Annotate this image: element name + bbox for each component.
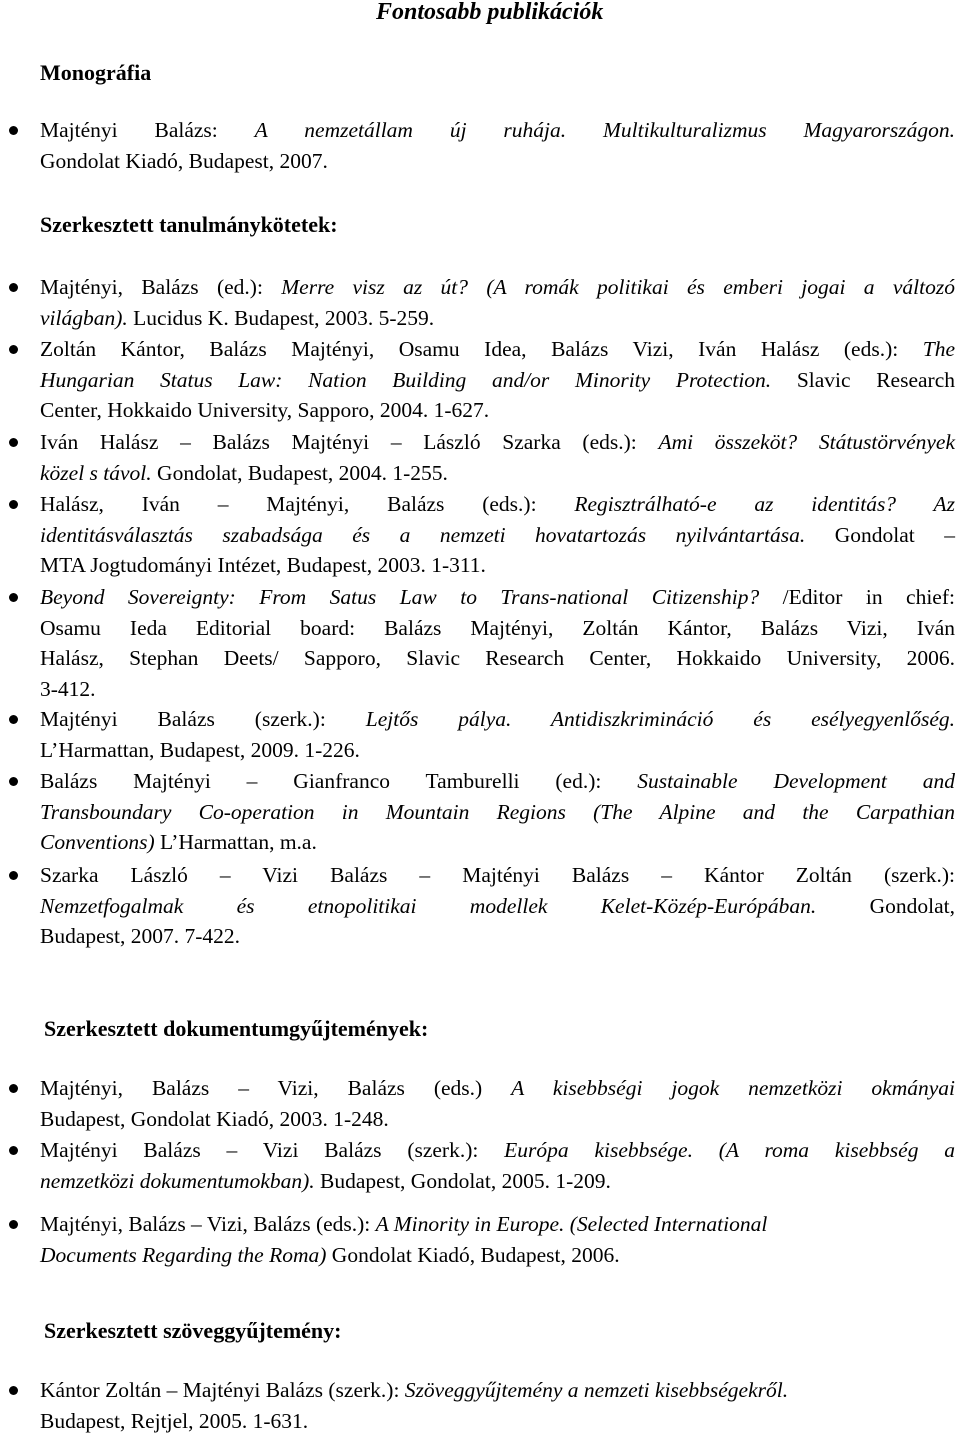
plain-text: Majtényi Balázs – Vizi Balázs (szerk.): [40, 1138, 505, 1162]
italic-title-text: Transboundary Co-operation in Mountain Regions (The Alpine and the Carpathian [40, 799, 955, 824]
italic-title-text: identitásválasztás szabadsága és a nemzeti hovatartozás nyilvántartása. [40, 522, 806, 547]
text-line [40, 1166, 955, 1196]
section-heading: Szerkesztett szöveggyűjtemény: [44, 1318, 342, 1343]
text-line [40, 115, 955, 145]
text-line [40, 395, 955, 425]
text-line [40, 1073, 955, 1103]
plain-text: Center, Hokkaido University, Sapporo, 2004. 1-627. [40, 398, 490, 422]
italic-title-text: The [922, 337, 955, 361]
text-line [40, 520, 955, 550]
text-line [40, 735, 955, 765]
italic-title-text: Sustainable Development and [637, 769, 955, 793]
plain-text: Szarka László – Vizi Balázs – Majtényi Balázs – Kántor Zoltán (szerk.): [40, 863, 955, 887]
italic-title-text: Szöveggyűjtemény a nemzeti kisebbségekről. [404, 1378, 789, 1402]
plain-text: Halász, Iván – Majtényi, Balázs (eds.): [40, 492, 575, 516]
italic-title-text: Európa kisebbsége. (A roma kisebbség a [504, 1138, 955, 1162]
text-line [40, 1209, 955, 1239]
section-heading: Monográfia [40, 60, 152, 85]
text-line [40, 334, 955, 364]
bullet-icon [9, 345, 18, 354]
italic-title-text: Regisztrálható-e az identitás? Az [574, 492, 955, 516]
plain-text: Kántor Zoltán – Majtényi Balázs (szerk.): [40, 1378, 405, 1402]
text-line [40, 860, 955, 890]
plain-text: Majtényi Balázs: [40, 118, 255, 142]
text-line [40, 458, 955, 488]
plain-text: Budapest, Rejtjel, 2005. 1-631. [40, 1408, 309, 1433]
text-line [40, 704, 955, 734]
plain-text: Halász, Stephan Deets/ Sapporo, Slavic Research Center, Hokkaido University, 2006. [40, 646, 955, 670]
text-line [40, 427, 955, 457]
plain-text: Majtényi, Balázs – Vizi, Balázs (eds.) [40, 1076, 512, 1100]
plain-text: 3-412. [40, 676, 96, 701]
italic-title-text: A Minority in Europe. (Selected International [375, 1212, 768, 1236]
plain-text: MTA Jogtudományi Intézet, Budapest, 2003. 1-311. [40, 553, 486, 577]
italic-title-text: A nemzetállam új ruhája. Multikulturalizmus Magyarországon. [254, 118, 956, 142]
plain-text: Gondolat Kiadó, Budapest, 2006. [326, 1242, 620, 1267]
text-line [40, 489, 955, 519]
italic-title-text: Lejtős pálya. Antidiszkrimináció és esélyegyenlőség. [365, 707, 955, 731]
plain-text: Budapest, 2007. 7-422. [40, 924, 241, 948]
bullet-icon [9, 871, 18, 880]
plain-text: Slavic Research [771, 367, 955, 392]
bullet-icon [9, 593, 18, 602]
text-line [40, 613, 955, 643]
plain-text: Majtényi, Balázs – Vizi, Balázs (eds.): [40, 1212, 376, 1236]
bullet-icon [9, 1386, 18, 1395]
italic-title-text: közel s távol. [40, 460, 152, 485]
plain-text: Lucidus K. Budapest, 2003. 5-259. [127, 305, 435, 330]
plain-text: Zoltán Kántor, Balázs Majtényi, Osamu Idea, Balázs Vizi, Iván Halász (eds.): [40, 337, 923, 361]
bullet-icon [9, 715, 18, 724]
text-line [40, 1104, 955, 1134]
bullet-icon [9, 1146, 18, 1155]
section-heading: Szerkesztett tanulmánykötetek: [40, 212, 338, 237]
italic-title-text: Ami összeköt? Státustörvények [658, 430, 955, 454]
plain-text: L’Harmattan, Budapest, 2009. 1-226. [40, 737, 360, 762]
italic-title-text: Nemzetfogalmak és etnopolitikai modellek Kelet-Közép-Európában. [40, 893, 817, 918]
text-line [40, 827, 955, 857]
italic-title-text: A kisebbségi jogok nemzetközi okmányai [511, 1076, 955, 1100]
plain-text: Gondolat – [805, 522, 955, 547]
text-line [40, 365, 955, 395]
text-line [40, 146, 955, 176]
text-line [40, 272, 955, 302]
plain-text: Gondolat, Budapest, 2004. 1-255. [151, 460, 448, 485]
italic-title-text: Hungarian Status Law: Nation Building and/or Minority Protection. [40, 367, 772, 392]
italic-title-text: Merre visz az út? (A romák politikai és emberi jogai a változó [281, 275, 955, 299]
text-line [40, 921, 955, 951]
bullet-icon [9, 500, 18, 509]
plain-text: Gondolat, [816, 893, 955, 918]
plain-text: Majtényi, Balázs (ed.): [40, 275, 282, 299]
text-line [40, 766, 955, 796]
text-line [40, 1375, 955, 1405]
plain-text: Iván Halász – Balázs Majtényi – László Szarka (eds.): [40, 430, 659, 454]
bullet-icon [9, 777, 18, 786]
text-line [40, 891, 955, 921]
text-line [40, 1135, 955, 1165]
italic-title-text: világban). [40, 305, 128, 330]
text-line [40, 674, 955, 704]
text-line [40, 1406, 955, 1436]
plain-text: Budapest, Gondolat Kiadó, 2003. 1-248. [40, 1106, 389, 1131]
document-title: Fontosabb publikációk [376, 0, 604, 25]
text-line [40, 582, 955, 612]
bullet-icon [9, 1084, 18, 1093]
text-line [40, 550, 955, 580]
text-line [40, 643, 955, 673]
bullet-icon [9, 126, 18, 135]
plain-text: Majtényi Balázs (szerk.): [40, 707, 366, 731]
italic-title-text: Documents Regarding the Roma) [40, 1242, 327, 1267]
plain-text: Budapest, Gondolat, 2005. 1-209. [314, 1168, 611, 1193]
plain-text: Gondolat Kiadó, Budapest, 2007. [40, 148, 328, 173]
italic-title-text: nemzetközi dokumentumokban). [40, 1168, 315, 1193]
plain-text: L’Harmattan, m.a. [154, 830, 317, 854]
text-line [40, 303, 955, 333]
text-line [40, 1240, 955, 1270]
plain-text: Osamu Ieda Editorial board: Balázs Majtényi, Zoltán Kántor, Balázs Vizi, Iván [40, 615, 955, 640]
italic-title-text: Conventions) [40, 830, 155, 854]
bullet-icon [9, 438, 18, 447]
plain-text: /Editor in chief: [759, 585, 955, 609]
bullet-icon [9, 283, 18, 292]
section-heading: Szerkesztett dokumentumgyűjtemények: [44, 1016, 429, 1041]
bullet-icon [9, 1220, 18, 1229]
text-line [40, 797, 955, 827]
italic-title-text: Beyond Sovereignty: From Satus Law to Trans-national Citizenship? [40, 585, 760, 609]
plain-text: Balázs Majtényi – Gianfranco Tamburelli (ed.): [40, 769, 638, 793]
